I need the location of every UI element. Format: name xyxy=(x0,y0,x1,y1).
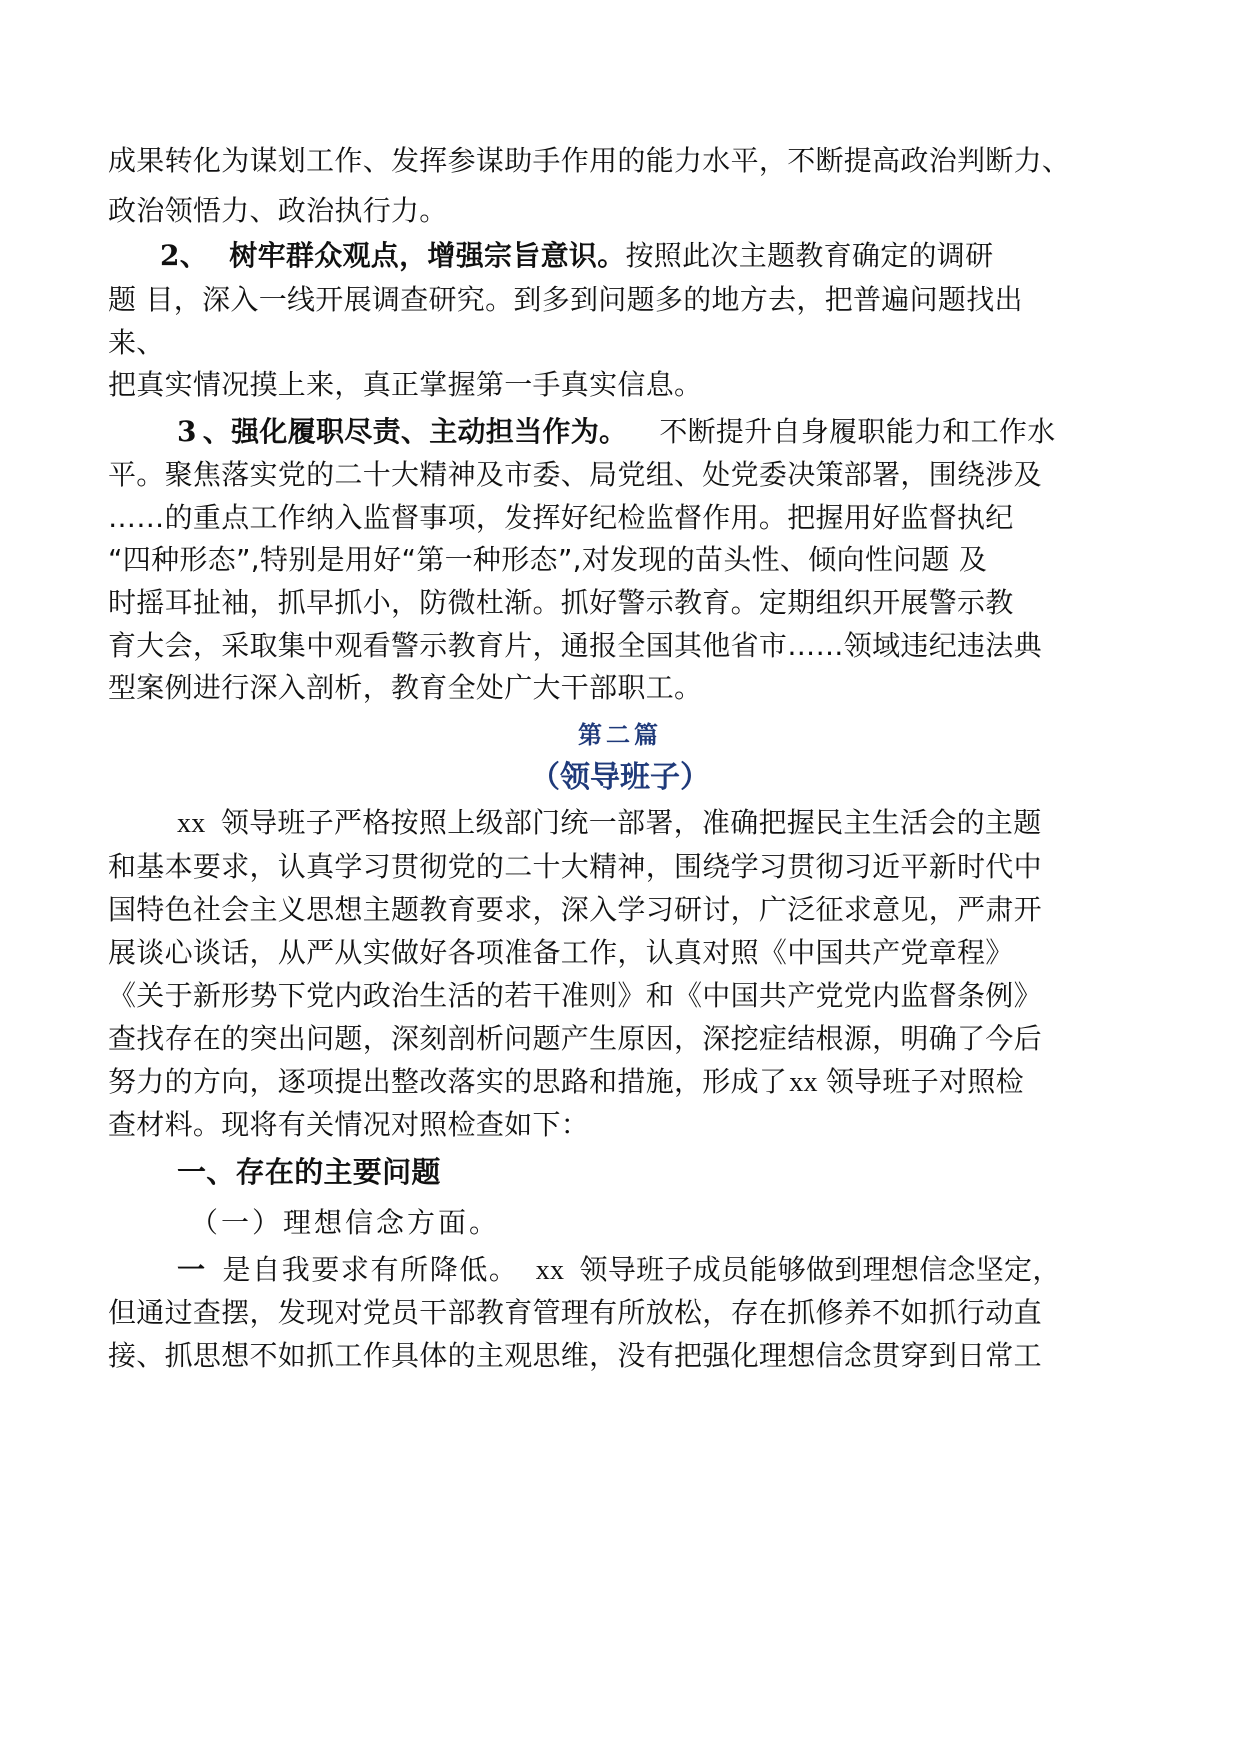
item-heading: 、强化履职尽责、主动担当作为。 xyxy=(202,415,628,448)
text-line: 但通过查摆，发现对党员干部教育管理有所放松，存在抓修养不如抓行动直 xyxy=(108,1296,1042,1329)
text-line: 政治领悟力、政治执行力。 xyxy=(108,194,448,227)
item-text: 不断提升自身履职能力和工作水 xyxy=(659,415,1056,448)
text-line: 时摇耳扯袖，抓早抓小，防微杜渐。抓好警示教育。定期组织开展警示教 xyxy=(108,586,1014,619)
section-subtitle: （领导班子） xyxy=(530,760,710,795)
text-line: 查材料。现将有关情况对照检查如下： xyxy=(108,1108,590,1141)
text-line: ……的重点工作纳入监督事项，发挥好纪检监督作用。把握用好监督执纪 xyxy=(108,501,1014,534)
placeholder-xx: xx xyxy=(535,1255,565,1286)
item-number: 2、 xyxy=(160,239,209,272)
text-segment: 领导班子对照检 xyxy=(825,1065,1024,1098)
text-line: 展谈心谈话，从严从实做好各项准备工作，认真对照《中国共产党章程》 xyxy=(108,936,1014,969)
text-line: 平。聚焦落实党的二十大精神及市委、局党组、处党委决策部署，围绕涉及 xyxy=(108,458,1042,491)
text-line: 来、 xyxy=(108,326,165,359)
text-line: 和基本要求，认真学习贯彻党的二十大精神，围绕学习贯彻习近平新时代中 xyxy=(108,850,1042,883)
text-line xyxy=(177,803,1042,844)
text-segment: 努力的方向，逐项提出整改落实的思路和措施，形成了 xyxy=(108,1065,788,1098)
text-segment: 是自我要求有所降低。 xyxy=(222,1253,519,1286)
text-line: 把真实情况摸上来，真正掌握第一手真实信息。 xyxy=(108,368,703,401)
placeholder-xx: xx xyxy=(177,808,206,839)
heading-level-1: 一、存在的主要问题 xyxy=(177,1155,441,1189)
text-line: 题 目，深入一线开展调查研究。到多到问题多的地方去，把普遍问题找出 xyxy=(108,283,1023,316)
text-line: 国特色社会主义思想主题教育要求，深入学习研讨，广泛征求意见，严肃开 xyxy=(108,893,1042,926)
heading-level-2: （一）理想信念方面。 xyxy=(190,1206,501,1239)
text-segment: 领导班子成员能够做到理想信念坚定， xyxy=(579,1253,1061,1286)
text-line: 成果转化为谋划工作、发挥参谋助手作用的能力水平，不断提高政治判断力、 xyxy=(108,144,1071,177)
item-number: 3 xyxy=(177,415,197,448)
text-line: 接、抓思想不如抓工作具体的主观思维，没有把强化理想信念贯穿到日常工 xyxy=(108,1339,1042,1372)
placeholder-xx: xx xyxy=(789,1067,818,1098)
text-line xyxy=(108,1062,1024,1103)
item-text: 按照此次主题教育确定的调研 xyxy=(625,239,994,272)
section-title: 第二篇 xyxy=(578,720,662,749)
item-heading: 树牢群众观点，增强宗旨意识。 xyxy=(229,239,626,272)
text-line: 型案例进行深入剖析，教育全处广大干部职工。 xyxy=(108,671,703,704)
lead-char: 一 xyxy=(177,1253,206,1286)
text-line: 《关于新形势下党内政治生活的若干准则》和《中国共产党党内监督条例》 xyxy=(108,979,1042,1012)
text-line xyxy=(177,1250,1061,1291)
text-segment: 领导班子严格按照上级部门统一部署，准确把握民主生活会的主题 xyxy=(220,806,1042,839)
text-line: “四种形态”,特别是用好“第一种形态”,对发现的苗头性、倾向性问题 及 xyxy=(108,543,988,576)
text-line: 育大会，采取集中观看警示教育片，通报全国其他省市……领域违纪违法典 xyxy=(108,629,1042,662)
text-line: 查找存在的突出问题，深刻剖析问题产生原因，深挖症结根源，明确了今后 xyxy=(108,1022,1042,1055)
item-3-heading-line xyxy=(177,412,1056,452)
item-2-heading-line xyxy=(160,236,993,276)
